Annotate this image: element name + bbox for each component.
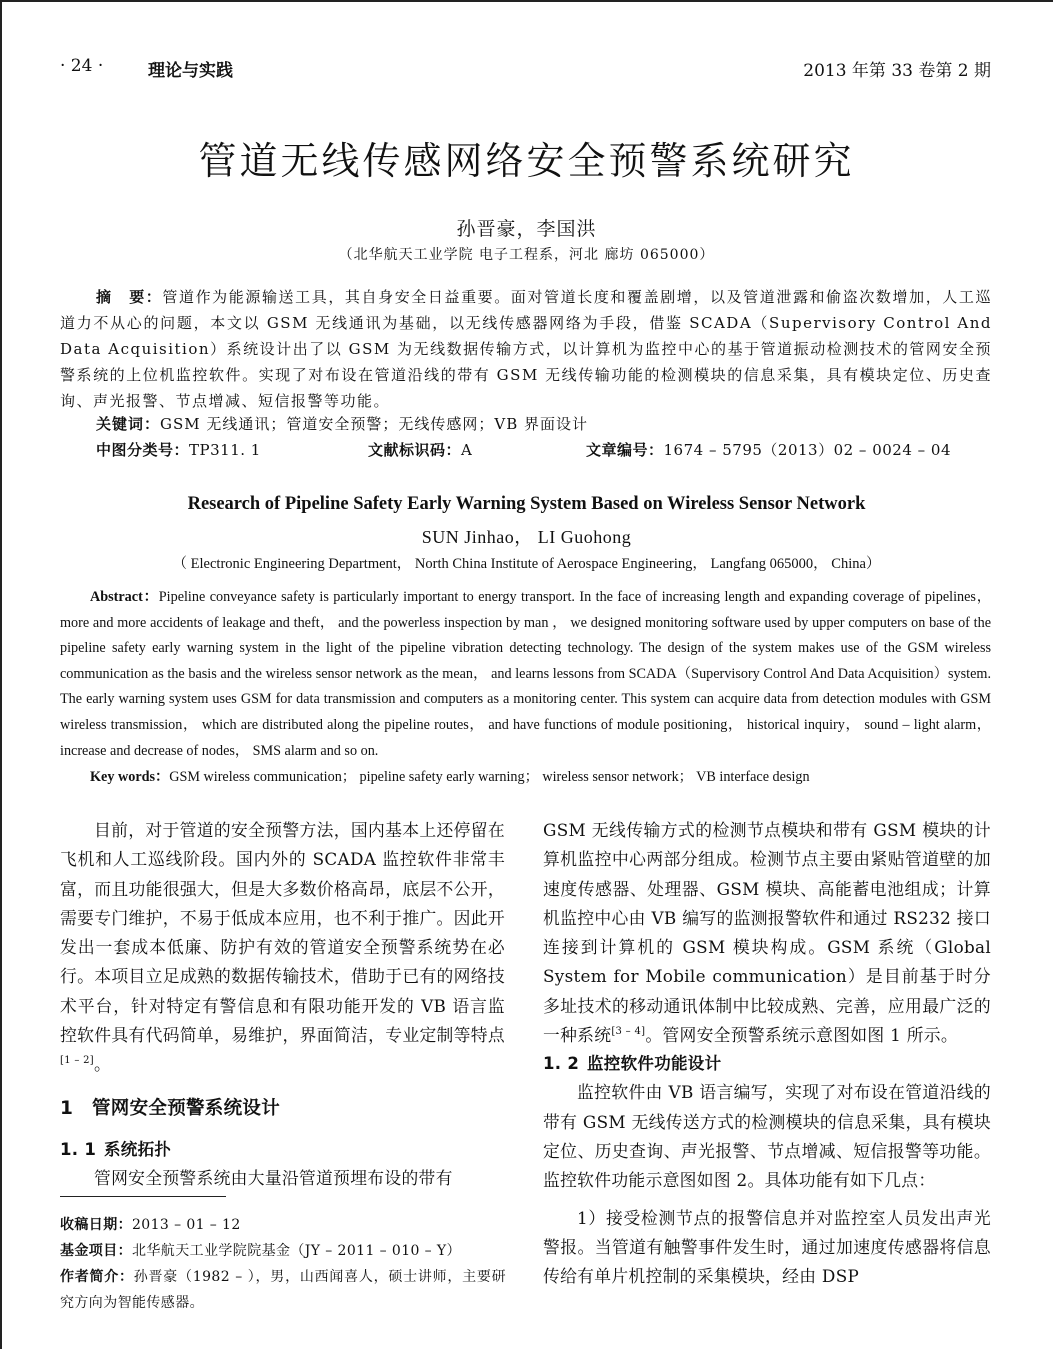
continued-text: GSM 无线传输方式的检测节点模块和带有 GSM 模块的计算机监控中心两部分组成。检测节点主要由紧贴管道壁的加速度传感器、处理器、GSM 模块、高能蓄电池组成；计算机监控中心由 VB 编写的监测报警软件和通过 RS232 接口连接到计算机的 GSM 模块构成。GSM 系统（Global System for Mobile communication）是目前基于时分多址技术的移动通讯体制中比较成熟、完善，应用最广泛的一种系统 [543, 820, 991, 1046]
received-value: 2013 – 01 – 12 [132, 1217, 241, 1233]
doc-code-label: 文献标识码： [368, 441, 462, 459]
footnote-received [60, 1212, 506, 1238]
article-number-value: 1674 – 5795（2013）02 – 0024 – 04 [663, 441, 951, 459]
keywords-cn [96, 413, 992, 434]
received-label: 收稿日期： [60, 1217, 132, 1233]
english-authors: SUN Jinhao， LI Guohong [421, 527, 632, 547]
authors: 孙晋豪，李国洪 [456, 218, 597, 240]
abstract-cn-label: 摘 要： [96, 288, 163, 306]
english-title: Research of Pipeline Safety Early Warning System Based on Wireless Sensor Network [187, 494, 866, 514]
intro-end: 。 [94, 1054, 112, 1075]
section-1-heading [60, 1094, 505, 1124]
section-1-1-title: 系统拓扑 [104, 1139, 172, 1159]
section-1-2-paragraph: 监控软件由 VB 语言编写，实现了对布设在管道沿线的带有 GSM 无线传送方式的检测模块的信息采集，具有模块定位、历史查询、声光报警、节点增减、短信报警等功能。监控软件功能示意图如图 2。具体功能有如下几点： [543, 1082, 991, 1191]
abstract-cn [60, 284, 992, 414]
section-1-number: 1 [60, 1097, 74, 1119]
section-1-1-heading [60, 1136, 505, 1164]
affiliation: （北华航天工业学院 电子工程系，河北 廊坊 065000） [338, 247, 715, 263]
abstract-cn-text: 管道作为能源输送工具，其自身安全日益重要。面对管道长度和覆盖剧增，以及管道泄露和偷盗次数增加，人工巡道力不从心的问题，本文以 GSM 无线通讯为基础，以无线传感器网络为手段，借鉴 SCADA（Supervisory Control And Data Acquisition）系统设计出了以 GSM 为无线数据传输方式，以计算机为监控中心的基于管道振动检测技术的管网安全预警系统的上位机监控软件。实现了对布设在管道沿线的带有 GSM 无线传输功能的检测模块的信息采集，具有模块定位、历史查询、声光报警、节点增减、短信报警等功能。 [60, 288, 992, 410]
fund-label: 基金项目： [60, 1243, 132, 1259]
article-number-label: 文章编号： [586, 441, 664, 459]
continued-paragraph [543, 816, 991, 1050]
section-1-2-number: 1. 2 [543, 1054, 580, 1074]
section-1-title: 管网安全预警系统设计 [92, 1097, 281, 1119]
keywords-en-label: Key words： [90, 769, 170, 785]
abstract-en-text: Pipeline conveyance safety is particularly important to energy transport. In the face of increasing length and expanding coverage of pipelines， more and more accidents of leakage and theft， and the powerless inspection by man ， we designed monitoring software used by upper computers on base of the pipeline safety early warning system in the light of the pipeline vibration detecting technology. The design of the system makes use of the GSM wireless communication as the basis and the wireless sensor network as the mean， and learns lessons from SCADA（Supervisory Control And Data Acquisition）system. The early warning system uses GSM for data transmission and computers as a monitoring center. This system can acquire data from detection modules with GSM wireless transmission， which are distributed along the pipeline routes， and have functions of module positioning， historical inquiry， sound – light alarm， increase and decrease of nodes， SMS alarm and so on. [60, 589, 991, 759]
footnote-fund [60, 1238, 506, 1264]
footnote-rule [60, 1196, 226, 1197]
abstract-en [60, 585, 991, 764]
intro-citation: [1 – 2] [60, 1055, 94, 1067]
author-bio-value: 孙晋豪（1982 – ），男，山西闻喜人，硕士讲师，主要研究方向为智能传感器。 [60, 1269, 506, 1311]
clc-number [96, 439, 261, 460]
footnote-author [60, 1264, 506, 1316]
issue-info: 2013 年第 33 卷第 2 期 [803, 61, 991, 81]
clc-value: TP311. 1 [189, 441, 261, 459]
list-item-1: 1）接受检测节点的报警信息并对监控室人员发出声光警报。当管道有触警事件发生时，通过加速度传感器将信息传给有单片机控制的采集模块，经由 DSP [543, 1207, 991, 1287]
section-1-2-title: 监控软件功能设计 [587, 1054, 722, 1074]
author-bio-label: 作者简介： [60, 1269, 134, 1285]
keywords-en-text: GSM wireless communication； pipeline safety early warning； wireless sensor network； VB interface design [169, 769, 810, 785]
page-number: · 24 · [60, 56, 104, 76]
continued-end: 。管网安全预警系统示意图如图 1 所示。 [645, 1025, 958, 1046]
paper-title: 管道无线传感网络安全预警系统研究 [198, 139, 855, 183]
body-left-column [60, 816, 505, 1193]
keywords-cn-label: 关键词： [96, 415, 161, 433]
doc-code-value: A [461, 441, 473, 459]
clc-label: 中图分类号： [96, 441, 190, 459]
keywords-cn-text: GSM 无线通讯；管道安全预警；无线传感网；VB 界面设计 [160, 415, 589, 433]
english-affiliation: （ Electronic Engineering Department， North China Institute of Aerospace Engineering， Langfang 065000， China） [172, 556, 881, 572]
top-border [0, 0, 1053, 2]
continued-citation: [3 – 4] [611, 1026, 646, 1038]
abstract-en-label: Abstract： [90, 589, 159, 605]
fund-value: 北华航天工业学院院基金（JY – 2011 – 010 – Y） [132, 1243, 461, 1259]
keywords-en [90, 766, 990, 786]
journal-section: 理论与实践 [148, 61, 233, 81]
intro-paragraph [60, 816, 505, 1080]
intro-text: 目前，对于管道的安全预警方法，国内基本上还停留在飞机和人工巡线阶段。国内外的 SCADA 监控软件非常丰富，而且功能很强大，但是大多数价格高昂，底层不公开，需要专门维护，不易于低成本应用，也不利于推广。因此开发出一套成本低廉、防护有效的管道安全预警系统势在必行。本项目立足成熟的数据传输技术，借助于已有的网络技术平台，针对特定有警信息和有限功能开发的 VB 语言监控软件具有代码简单，易维护，界面简洁，专业定制等特点 [60, 820, 505, 1046]
left-border [0, 0, 2, 1349]
article-number [586, 439, 951, 460]
body-right-column [543, 816, 991, 1291]
section-1-1-number: 1. 1 [60, 1139, 97, 1159]
doc-code [368, 439, 472, 460]
section-1-1-paragraph: 管网安全预警系统由大量沿管道预埋布设的带有 [94, 1167, 453, 1188]
section-1-2-heading [543, 1050, 991, 1078]
